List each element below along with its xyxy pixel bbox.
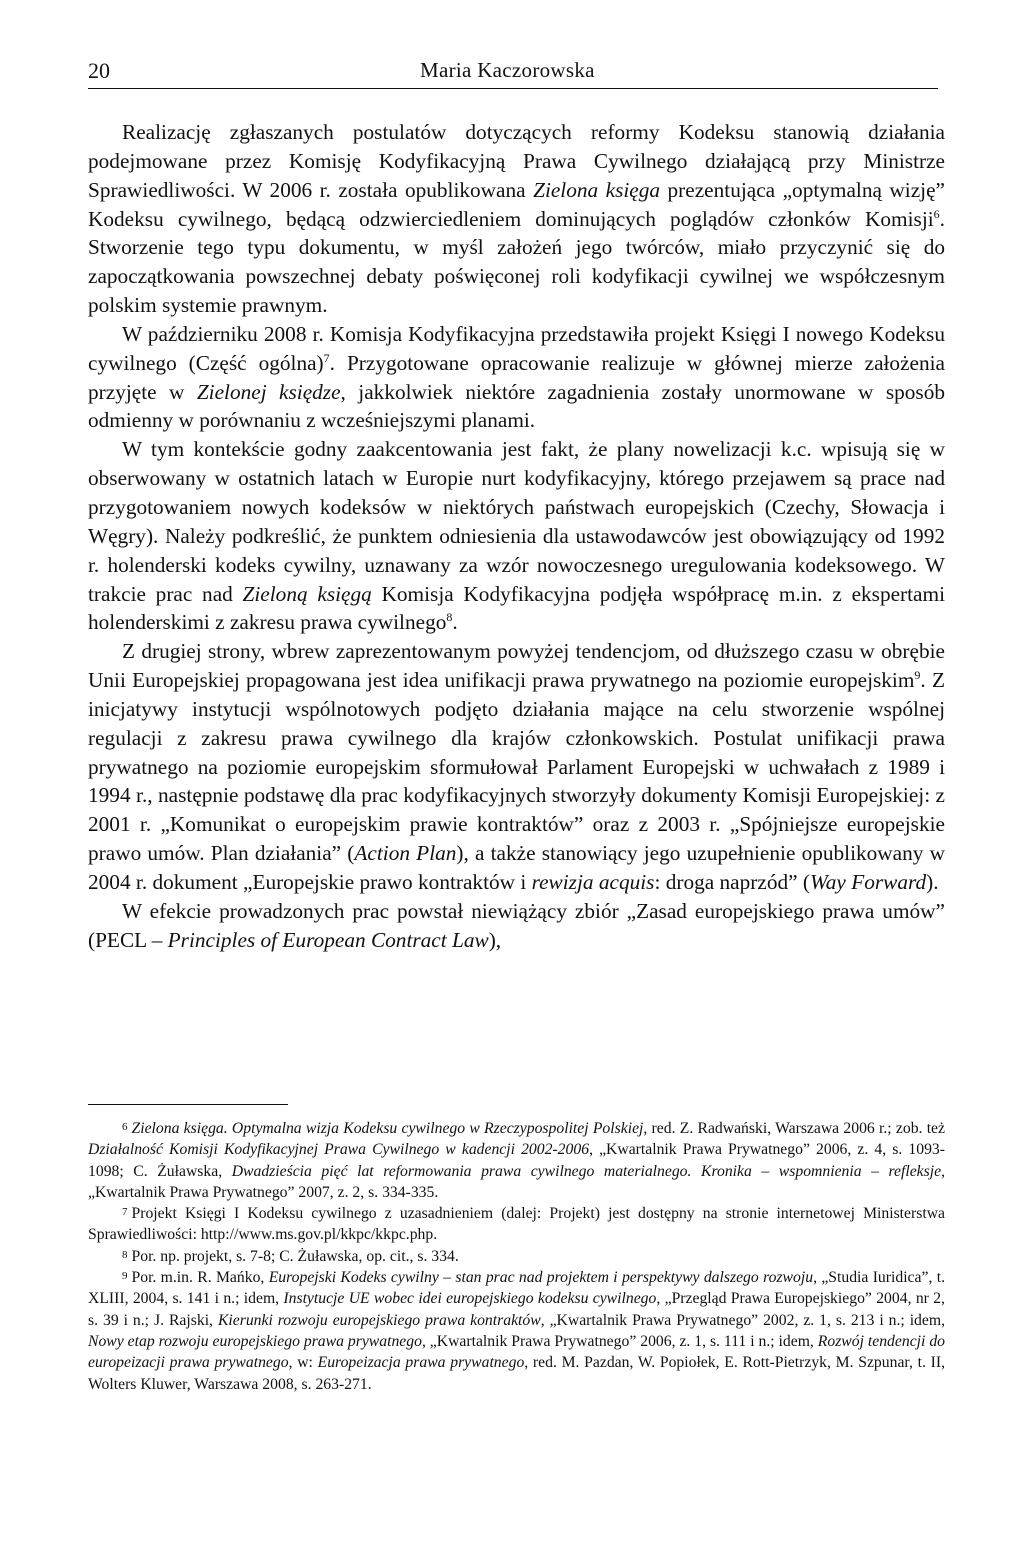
text-run: . xyxy=(452,610,458,635)
italic-text: Nowy etap rozwoju europejskiego prawa prywatnego xyxy=(88,1332,422,1350)
text-run: , red. Z. Radwański, Warszawa 2006 r.; zob. też xyxy=(643,1120,945,1137)
paragraph xyxy=(88,118,945,320)
footnote-number: 7 xyxy=(122,1206,128,1219)
footnote-separator xyxy=(88,1104,288,1105)
text-run: , jakkolwiek niektóre zagadnienia zostały unormowane w sposób odmienny w porównaniu z wcześniejszymi planami. xyxy=(88,379,946,433)
page-number: 20 xyxy=(88,58,110,83)
text-run: Projekt Księgi I Kodeksu cywilnego z uzasadnieniem (dalej: Projekt) jest dostępny na stronie internetowej Ministerstwa Sprawiedliwości: http://www.ms.gov.pl/kkpc/kkpc.php. xyxy=(88,1205,945,1244)
text-run: , red. M. Pazdan, W. Popiołek, E. Rott-Pietrzyk, M. Szpunar, t. II, Wolters Kluwer, Warszawa 2008, s. 263-271. xyxy=(88,1354,945,1393)
italic-text: rewizja acquis xyxy=(531,869,655,894)
text-run: . Przygotowane opracowanie realizuje w głównej mierze założenia przyjęte w xyxy=(88,350,946,404)
paragraph xyxy=(88,637,945,897)
main-text xyxy=(88,118,945,954)
italic-text: Europeizacja prawa prywatnego xyxy=(317,1354,525,1372)
running-head: Maria Kaczorowska xyxy=(420,58,595,82)
text-run: ), xyxy=(488,927,502,952)
italic-text: Way Forward xyxy=(809,869,927,894)
paragraph xyxy=(88,320,945,435)
italic-text: Action Plan xyxy=(354,841,457,866)
italic-text: Principles of European Contract Law xyxy=(167,927,489,952)
text-run: ). xyxy=(926,869,939,894)
footnote-reference: 8 xyxy=(446,610,453,625)
italic-text: Rozwój tendencji do europeizacji prawa prywatnego xyxy=(88,1332,946,1372)
paragraph xyxy=(88,435,945,637)
text-run: , „Kwartalnik Prawa Prywatnego” 2002, z. 1, s. 213 i n.; idem, xyxy=(540,1311,945,1329)
footnote xyxy=(88,1118,945,1203)
footnote-reference: 6 xyxy=(933,206,940,221)
italic-text: Instytucje UE wobec idei europejskiego kodeksu cywilnego xyxy=(283,1290,657,1308)
footnote-reference: 7 xyxy=(323,350,330,365)
footnote xyxy=(88,1203,945,1246)
footnote xyxy=(88,1267,945,1395)
text-run: ), a także stanowiący jego uzupełnienie opublikowany w 2004 r. dokument „Europejskie prawo kontraktów i xyxy=(88,841,945,894)
italic-text: Europejski Kodeks cywilny – stan prac nad projektem i perspektywy dalszego rozwoju xyxy=(268,1269,814,1287)
text-run: W tym kontekście godny zaakcentowania jest fakt, że plany nowelizacji k.c. wpisują się w obserwowany w ostatnich latach w Europie nurt kodyfikacyjny, którego przejawem są prace nad przygotowaniem nowych kodeksów w niektórych państwach europejskich (Czechy, Słowacja i Węgry). Należy podkreślić, że punktem odniesienia dla ustawodawców jest obowiązujący od 1992 r. holenderski kodeks cywilny, uznawany za wzór nowoczesnego uregulowania kodeksowego. W trakcie prac nad xyxy=(88,437,945,606)
text-run: , w: xyxy=(288,1354,318,1372)
footnote xyxy=(88,1246,945,1267)
italic-text: Zielona księga xyxy=(533,177,661,202)
text-run: : droga naprzód” ( xyxy=(654,869,810,894)
text-run: Komisja Kodyfikacyjna podjęła współpracę m.in. z ekspertami holenderskimi z zakresu prawa cywilnego xyxy=(88,581,945,635)
text-run: Realizację zgłaszanych postulatów dotyczących reformy Kodeksu stanowią działania podejmowane przez Komisję Kodyfikacyjną Prawa Cywilnego działającą przy Ministrze Sprawiedliwości. W 2006 r. została opublikowana xyxy=(88,120,945,202)
italic-text: Dwadzieścia pięć lat reformowania prawa cywilnego materialnego. Kronika – wspomnienia – refleksje xyxy=(231,1162,942,1180)
text-run: Z drugiej strony, wbrew zaprezentowanym powyżej tendencjom, od dłuższego czasu w obrębie Unii Europejskiej propagowana jest idea unifikacji prawa prywatnego na poziomie europejskim xyxy=(88,639,945,693)
text-run: . Stworzenie tego typu dokumentu, w myśl założeń jego twórców, miało przyczynić się do zapoczątkowania powszechnej debaty poświęconej roli kodyfikacji cywilnej we współczesnym polskim systemie prawnym. xyxy=(88,206,945,318)
text-run: , „Studia Iuridica”, t. XLIII, 2004, s. 141 i n.; idem, xyxy=(88,1269,945,1308)
italic-text: Kierunki rozwoju europejskiego prawa kontraktów xyxy=(217,1311,541,1329)
footnote-number: 9 xyxy=(122,1270,128,1283)
text-run: , „Kwartalnik Prawa Prywatnego” 2006, z. 4, s. 1093-1098; C. Żuławska, xyxy=(88,1141,945,1180)
footnote-reference: 9 xyxy=(914,667,921,682)
text-run: W efekcie prowadzonych prac powstał niewiążący zbiór „Zasad europejskiego prawa umów” (PECL – xyxy=(88,898,945,952)
footnotes xyxy=(88,1118,945,1395)
text-run: prezentująca „optymalną wizję” Kodeksu cywilnego, będącą odzwierciedleniem dominujących poglądów członków Komisji xyxy=(88,177,945,231)
text-run: Por. m.in. R. Mańko, xyxy=(131,1269,269,1287)
paragraph xyxy=(88,897,945,955)
italic-text: Zielonej księdze xyxy=(196,379,341,404)
italic-text: Zieloną księgą xyxy=(242,581,372,606)
text-run: W październiku 2008 r. Komisja Kodyfikacyjna przedstawiła projekt Księgi I nowego Kodeksu cywilnego (Część ogólna) xyxy=(88,321,945,375)
text-run: , „Kwartalnik Prawa Prywatnego” 2006, z. 1, s. 111 i n.; idem, xyxy=(421,1332,818,1350)
text-run: Por. np. projekt, s. 7-8; C. Żuławska, op. cit., s. 334. xyxy=(131,1247,459,1265)
footnote-number: 8 xyxy=(122,1248,128,1261)
italic-text: Działalność Komisji Kodyfikacyjnej Prawa Cywilnego w kadencji 2002-2006 xyxy=(88,1141,590,1159)
text-run: , „Przegląd Prawa Europejskiego” 2004, nr 2, s. 39 i n.; J. Rajski, xyxy=(88,1290,945,1329)
footnote-number: 6 xyxy=(122,1121,128,1133)
text-run: . Z inicjatywy instytucji wspólnotowych podjęto działania mające na celu stworzenie wspólnej regulacji z zakresu prawa cywilnego dla krajów członkowskich. Postulat unifikacji prawa prywatnego na poziomie europejskim sformułował Parlament Europejski w uchwałach z 1989 i 1994 r., następnie podstawę dla prac kodyfikacyjnych stworzyły dokumenty Komisji Europejskiej: z 2001 r. „Komunikat o europejskim prawie kontraktów” oraz z 2003 r. „Spójniejsze europejskie prawo umów. Plan działania” ( xyxy=(88,668,945,866)
page-header xyxy=(88,58,938,89)
text-run: , „Kwartalnik Prawa Prywatnego” 2007, z. 2, s. 334-335. xyxy=(88,1162,945,1201)
italic-text: Zielona księga. Optymalna wizja Kodeksu cywilnego w Rzeczypospolitej Polskiej xyxy=(131,1120,644,1137)
